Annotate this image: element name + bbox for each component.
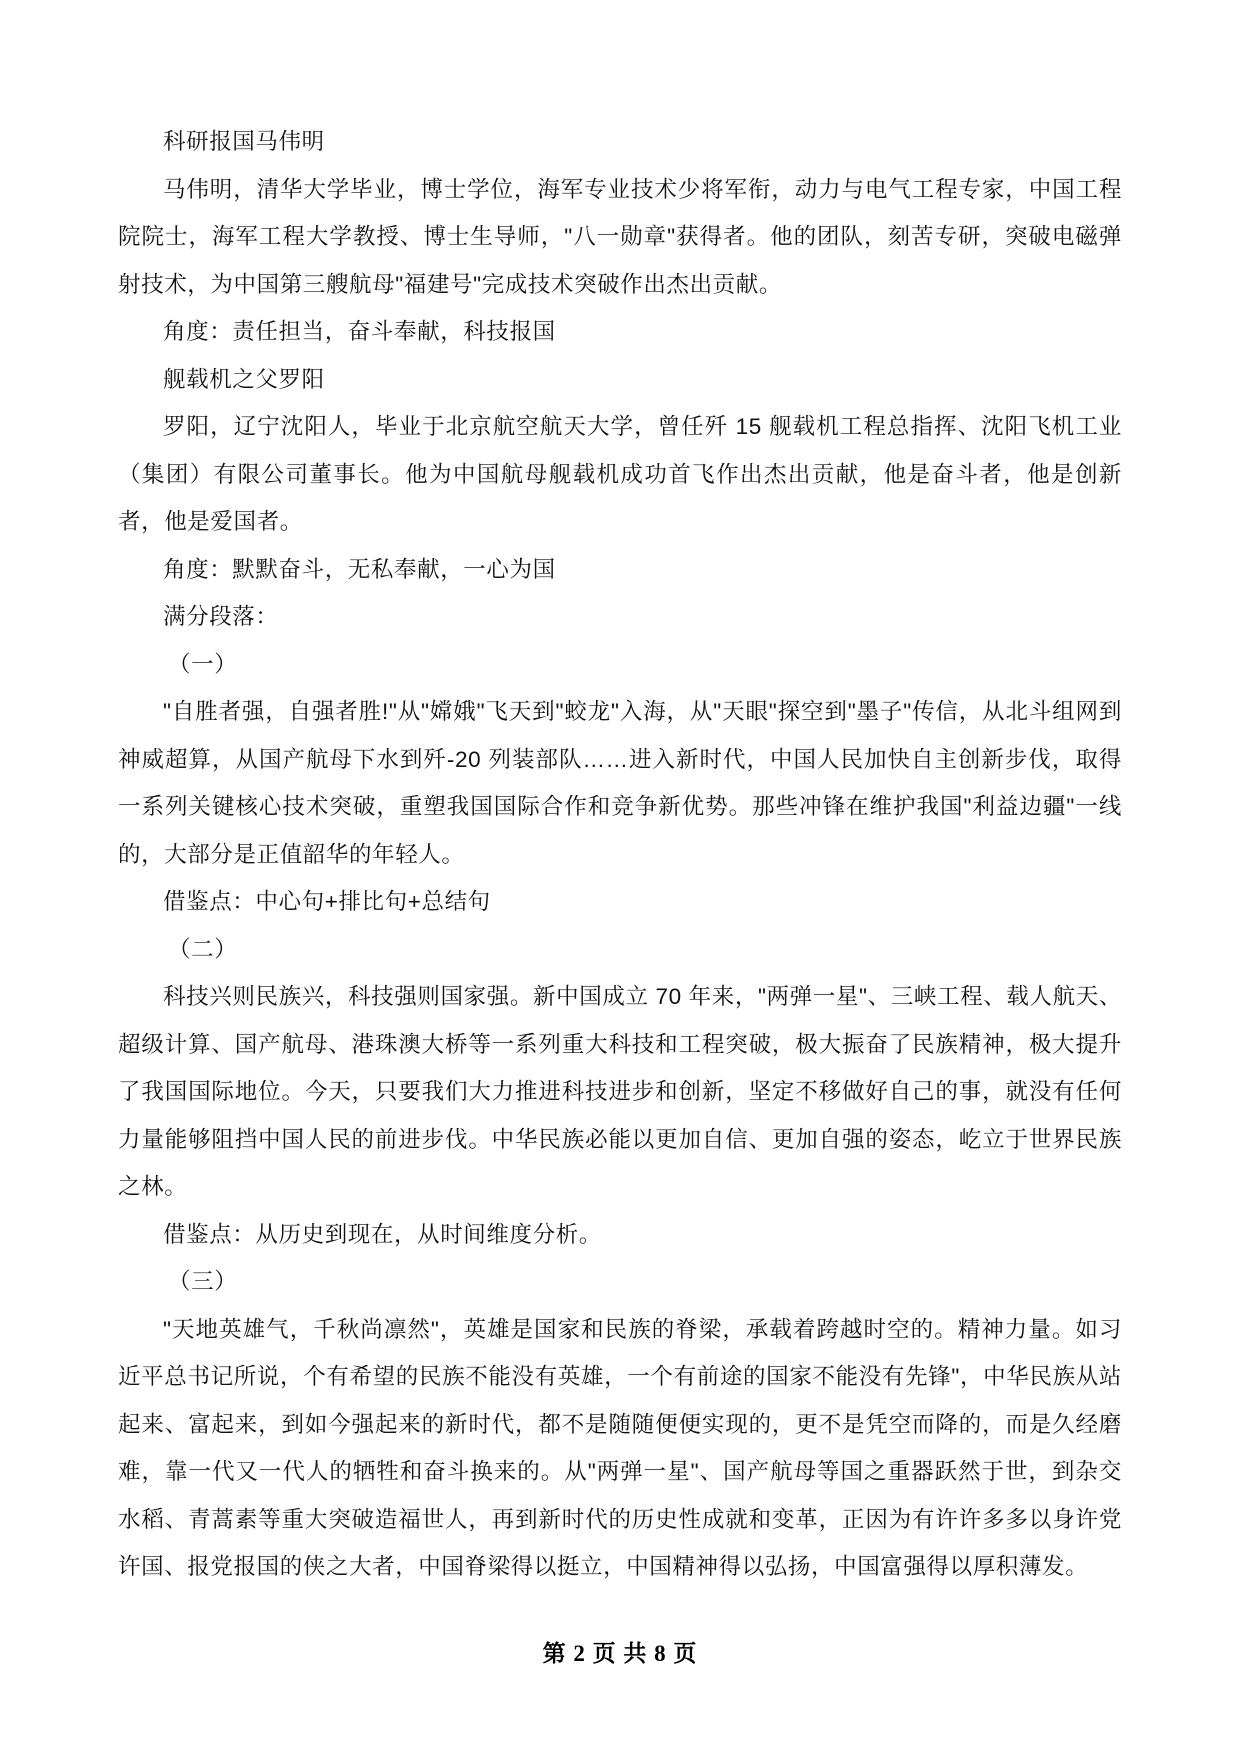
- paragraph-角度-马伟明: 角度：责任担当，奋斗奉献，科技报国: [163, 319, 556, 344]
- page-number-footer: 第 2 页 共 8 页: [542, 1641, 698, 1666]
- paragraph-section-one-body: "自胜者强，自强者胜!"从"嫦娥"飞天到"蛟龙"入海，从"天眼"探空到"墨子"传信，从北斗组网到神威超算，从国产航母下水到歼-20 列装部队……进入新时代，中国人民加快自主创新步伐，取得一系列关键核心技术突破，重塑我国国际合作和竞争新优势。那些冲锋在维护我国"利益边疆"一线的，大部分是正值韶华的年轻人。: [118, 699, 1122, 867]
- paragraph-section-three-body: "天地英雄气，千秋尚凛然"，英雄是国家和民族的脊梁，承载着跨越时空的。精神力量。如习近平总书记所说，个有希望的民族不能没有英雄，一个有前途的国家不能没有先锋"，中华民族从站起来、富起来，到如今强起来的新时代，都不是随随便便实现的，更不是凭空而降的，而是久经磨难，靠一代又一代人的牺牲和奋斗换来的。从"两弹一星"、国产航母等国之重器跃然于世，到杂交水稻、青蒿素等重大突破造福世人，再到新时代的历史性成就和变革，正因为有许许多多以身许党许国、报党报国的侠之大者，中国脊梁得以挺立，中国精神得以弘扬，中国富强得以厚积薄发。: [118, 1316, 1122, 1579]
- heading-科研报国马伟明: 科研报国马伟明: [163, 129, 325, 154]
- paragraph-section-two-body: 科技兴则民族兴，科技强则国家强。新中国成立 70 年来，"两弹一星"、三峡工程、载人航天、超级计算、国产航母、港珠澳大桥等一系列重大科技和工程突破，极大振奋了民族精神，极大提升了我国国际地位。今天，只要我们大力推进科技进步和创新，坚定不移做好自己的事，就没有任何力量能够阻挡中国人民的前进步伐。中华民族必能以更加自信、更加自强的姿态，屹立于世界民族之林。: [118, 984, 1122, 1199]
- paragraph-借鉴点-two: 借鉴点：从历史到现在，从时间维度分析。: [163, 1221, 602, 1247]
- paragraph-角度-罗阳: 角度：默默奋斗，无私奉献，一心为国: [163, 556, 556, 582]
- heading-舰载机之父罗阳: 舰载机之父罗阳: [163, 366, 325, 392]
- label-section-one: （一）: [168, 651, 238, 677]
- document-body: [118, 118, 1122, 1591]
- label-section-two: （二）: [168, 936, 238, 962]
- label-section-three: （三）: [168, 1269, 238, 1294]
- section-heading-满分段落: 满分段落：: [163, 604, 279, 629]
- paragraph-马伟明-bio: 马伟明，清华大学毕业，博士学位，海军专业技术少将军衔，动力与电气工程专家，中国工程院院士，海军工程大学教授、博士生导师，"八一勋章"获得者。他的团队，刻苦专研，突破电磁弹射技术，为中国第三艘航母"福建号"完成技术突破作出杰出贡献。: [118, 176, 1122, 297]
- paragraph-罗阳-bio: 罗阳，辽宁沈阳人，毕业于北京航空航天大学，曾任歼 15 舰载机工程总指挥、沈阳飞机工业（集团）有限公司董事长。他为中国航母舰载机成功首飞作出杰出贡献，他是奋斗者，他是创新者，他是爱国者。: [118, 414, 1122, 534]
- paragraph-借鉴点-one: 借鉴点：中心句+排比句+总结句: [163, 889, 491, 914]
